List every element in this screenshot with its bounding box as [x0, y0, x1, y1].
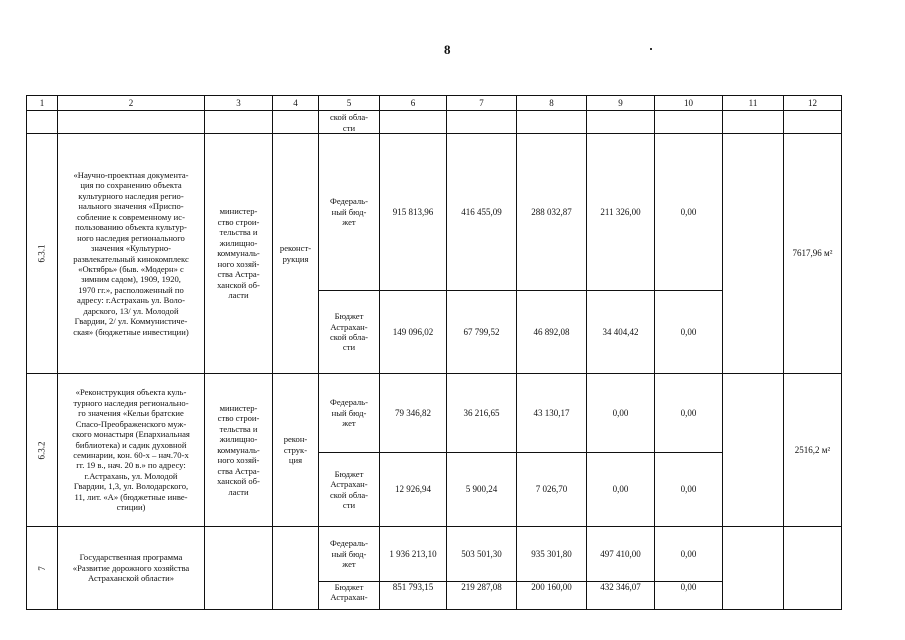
value-cell: 288 032,87	[517, 134, 587, 291]
value-cell: 43 130,17	[517, 374, 587, 453]
value-cell: 0,00	[655, 527, 723, 582]
header-cell: 9	[587, 96, 655, 111]
object-name: Государственная программа «Развитие дорожного хозяйства Астраханской области»	[58, 527, 205, 610]
header-cell: 7	[447, 96, 517, 111]
value-cell: 432 346,07	[587, 582, 655, 610]
value-cell: 0,00	[655, 582, 723, 610]
continuation-source: ской обла- сти	[319, 111, 380, 134]
funding-source: Федераль- ный бюд- жет	[319, 374, 380, 453]
value-cell: 503 501,30	[447, 527, 517, 582]
object-name: «Реконструкция объекта куль- турного наследия регионально- го значения «Кельи братские Спасо-Преображенского муж- ского монастыря (Епархиальная библиотека) и садик духовной семинарии, кон. 60-х – нач.70-х гг. 19 в., нач. 20 в.» по адресу: г.Астрахань, ул. Молодой Гвардии, 1,3, ул. Володарского, 11, лит. «А» (бюджетные инве- стиции)	[58, 374, 205, 527]
object-name: «Научно-проектная документа- ция по сохранению объекта культурного наследия регио- нального значения «Приспо- собление к современному ис- пользованию объекта культур- ного наследия регионального значения «Культурно- развлекательный кинокомплекс «Октябрь» (быв. «Модерн» с зимним садом), 1909, 1920, 1970 гг.», расположенный по адресу: г.Астрахань ул. Воло- дарского, 13/ ул. Молодой Гвардии, 2/ ул. Коммунистиче- ская» (бюджетные инвестиции)	[58, 134, 205, 374]
header-cell: 3	[205, 96, 273, 111]
table-row	[27, 527, 842, 582]
work-type: рекон- струк- ция	[273, 374, 319, 527]
value-cell: 1 936 213,10	[380, 527, 447, 582]
budget-table	[26, 95, 842, 610]
table-row	[27, 374, 842, 453]
header-cell: 4	[273, 96, 319, 111]
capacity: 2516,2 м²	[784, 374, 842, 527]
header-row	[27, 96, 842, 111]
header-cell: 8	[517, 96, 587, 111]
value-cell: 851 793,15	[380, 582, 447, 610]
row-id: 6.3.2	[27, 374, 58, 527]
header-cell: 2	[58, 96, 205, 111]
value-cell: 36 216,65	[447, 374, 517, 453]
funding-source: Федераль- ный бюд- жет	[319, 527, 380, 582]
executor: министер- ство строи- тельства и жилищно- коммуналь- ного хозяй- ства Астра- ханской об- ласти	[205, 374, 273, 527]
table-row	[27, 134, 842, 291]
funding-source: Бюджет Астрахан- ской обла- сти	[319, 453, 380, 527]
funding-source: Бюджет Астрахан-	[319, 582, 380, 610]
value-cell: 0,00	[587, 453, 655, 527]
scan-speck	[650, 48, 652, 50]
header-cell: 10	[655, 96, 723, 111]
value-cell: 0,00	[655, 374, 723, 453]
value-cell: 0,00	[655, 291, 723, 374]
work-type: реконст- рукция	[273, 134, 319, 374]
value-cell: 0,00	[655, 134, 723, 291]
row-id: 6.3.1	[27, 134, 58, 374]
capacity: 7617,96 м²	[784, 134, 842, 374]
value-cell: 211 326,00	[587, 134, 655, 291]
value-cell: 5 900,24	[447, 453, 517, 527]
value-cell: 149 096,02	[380, 291, 447, 374]
value-cell: 12 926,94	[380, 453, 447, 527]
value-cell: 200 160,00	[517, 582, 587, 610]
value-cell: 935 301,80	[517, 527, 587, 582]
value-cell: 0,00	[587, 374, 655, 453]
value-cell: 416 455,09	[447, 134, 517, 291]
value-cell: 219 287,08	[447, 582, 517, 610]
value-cell: 497 410,00	[587, 527, 655, 582]
value-cell: 7 026,70	[517, 453, 587, 527]
funding-source: Федераль- ный бюд- жет	[319, 134, 380, 291]
executor: министер- ство строи- тельства и жилищно- коммуналь- ного хозяй- ства Астра- ханской об- ласти	[205, 134, 273, 374]
header-cell: 12	[784, 96, 842, 111]
value-cell: 79 346,82	[380, 374, 447, 453]
funding-source: Бюджет Астрахан- ской обла- сти	[319, 291, 380, 374]
value-cell: 67 799,52	[447, 291, 517, 374]
continuation-row	[27, 111, 842, 134]
value-cell: 0,00	[655, 453, 723, 527]
header-cell: 11	[723, 96, 784, 111]
header-cell: 6	[380, 96, 447, 111]
header-cell: 5	[319, 96, 380, 111]
header-cell: 1	[27, 96, 58, 111]
page-number: 8	[444, 42, 451, 57]
value-cell: 46 892,08	[517, 291, 587, 374]
row-id: 7	[27, 527, 58, 610]
value-cell: 915 813,96	[380, 134, 447, 291]
value-cell: 34 404,42	[587, 291, 655, 374]
